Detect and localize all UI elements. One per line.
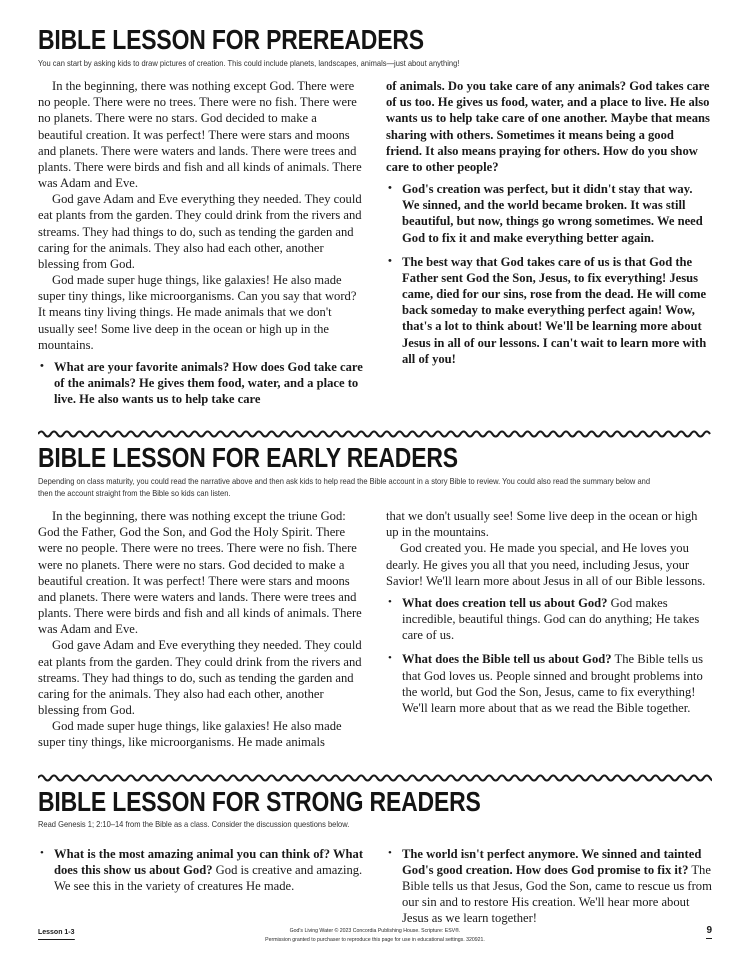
question-text: What does creation tell us about God? xyxy=(402,595,608,610)
section-strong-readers xyxy=(38,771,712,927)
page-footer xyxy=(38,927,712,959)
answer-text: The Bible tells us that Jesus, God the Son, came to rescue us from our sin and to restore His creation. We'll hear more about Jesus as we learn together! xyxy=(402,862,712,926)
paragraph: God created you. He made you special, and He loves you dearly. He gives you all that you need, including Jesus, your Savior! We'll learn more about Jesus in all of our Bible lessons. xyxy=(386,541,706,588)
list-item xyxy=(386,651,712,716)
paragraph: In the beginning, there was nothing except God. There were no people. There were no trees. There were no fish. There were no planets. There were no stars. God decided to make a beautiful creation. It was perfect! There were stars and moons and planets. There were waters and lands. There were trees and plants. There were birds and fish and all kinds of animals. There was Adam and Eve. xyxy=(38,79,362,191)
section-prereaders xyxy=(38,26,712,407)
list-item xyxy=(38,846,364,895)
paragraph: God made super huge things, like galaxies! He also made super tiny things, like microorganisms. He made animals xyxy=(38,719,342,750)
column-left-strong-readers xyxy=(38,840,364,927)
bullet-icon: • xyxy=(388,182,392,195)
column-right-strong-readers xyxy=(386,840,712,927)
answer-text: God is creative and amazing. We see this in the variety of creatures He made. xyxy=(54,862,363,893)
question-text: God's creation was perfect, but it didn't stay that way. We sinned, and the world became broken. It was still beautiful, but now, things go wrong sometimes. We need God to fix it and make everything better again. xyxy=(402,182,703,245)
list-item xyxy=(386,181,712,246)
column-right-prereaders xyxy=(386,78,712,407)
copyright-line-2: Permission granted to purchaser to reproduce this page for use in educational settings. 320921. xyxy=(265,937,485,944)
paragraph: God gave Adam and Eve everything they needed. They could eat plants from the garden. They could drink from the rivers and streams. They had things to do, such as tending the garden and caring for the animals. They also had each other, another blessing from God. xyxy=(38,192,362,271)
wavy-divider-icon xyxy=(38,771,712,784)
question-text: The best way that God takes care of us is that God the Father sent God the Son, Jesus, to fix everything! Jesus came, died for our sins, rose from the dead. He will come back someday to make everything perfect again! Wow, that's a lot to think about! We'll be learning more about Jesus in all of our lessons. I can't wait to learn more with all of you! xyxy=(402,254,707,366)
bullet-icon: • xyxy=(388,254,392,267)
paragraph: God made super huge things, like galaxies! He also made super tiny things, like microorganisms. Can you say that word? It means tiny living things. He made animals that we don't usually see! Some live deep in the ocean or high up in the mountains. xyxy=(38,273,357,352)
section-subtitle-strong-readers: Read Genesis 1; 2:10–14 from the Bible as a class. Consider the discussion questions below. xyxy=(38,820,350,830)
bullet-icon: • xyxy=(40,846,44,859)
columns-strong-readers xyxy=(38,840,712,927)
lesson-label: Lesson 1-3 xyxy=(38,927,74,940)
page-number: 9 xyxy=(706,925,712,939)
question-list-right-prereaders xyxy=(386,181,712,367)
column-right-early-readers xyxy=(386,508,712,751)
section-title-early-readers: BIBLE LESSON FOR EARLY READERS xyxy=(38,442,458,474)
bullet-icon: • xyxy=(388,846,392,859)
section-subtitle-early-readers: Depending on class maturity, you could read the narrative above and then ask kids to help read the Bible account in a story Bible to review. You could also read the summary below and then the account straight from the Bible so kids can listen. xyxy=(38,477,651,498)
column-left-prereaders xyxy=(38,78,364,407)
bullet-icon: • xyxy=(388,652,392,665)
paragraph-continuation: of animals. Do you take care of any animals? God takes care of us too. He gives us food, water, and a place to live. He also wants us to help take care of one another. Maybe that means sharing with others. Sometimes it means being a good friend. It also means praying for others. How do you show care to other people? xyxy=(386,79,710,174)
paragraph-continuation: that we don't usually see! Some live deep in the ocean or high up in the mountains. xyxy=(386,508,698,540)
section-title-prereaders: BIBLE LESSON FOR PREREADERS xyxy=(38,24,424,55)
question-list-left-strong-readers xyxy=(38,846,364,895)
question-text: What is the most amazing animal you can think of? What does this show us about God? xyxy=(54,846,364,877)
question-text: The world isn't perfect anymore. We sinned and tainted God's good creation. How does God promise to fix it? xyxy=(402,846,702,877)
paragraph: God gave Adam and Eve everything they needed. They could eat plants from the garden. They could drink from the rivers and streams. They had things to do, such as tending the garden and caring for the animals. They also had each other, another blessing from God. xyxy=(38,638,362,718)
question-list-left-prereaders xyxy=(38,359,364,408)
list-item xyxy=(386,846,712,927)
bullet-icon: • xyxy=(40,359,44,372)
list-item xyxy=(38,359,364,408)
bullet-icon: • xyxy=(388,595,392,608)
answer-text: The Bible tells us that God loves us. People sinned and brought problems into the world, but God the Son, Jesus, came to fix everything! We'll learn more about that as we read the Bible together. xyxy=(402,652,703,715)
list-item xyxy=(386,595,712,644)
answer-text: God makes incredible, beautiful things. God can do anything; He takes care of us. xyxy=(402,595,700,643)
question-text: What does the Bible tell us about God? xyxy=(402,652,612,667)
list-item xyxy=(386,254,712,367)
columns-prereaders xyxy=(38,78,712,407)
columns-early-readers xyxy=(38,508,712,751)
section-title-strong-readers: BIBLE LESSON FOR STRONG READERS xyxy=(38,785,481,817)
question-list-right-strong-readers xyxy=(386,846,712,927)
column-left-early-readers xyxy=(38,508,364,751)
paragraph: In the beginning, there was nothing except the triune God: God the Father, God the Son, and God the Holy Spirit. There were no people. There were no trees. There were no fish. There were no planets. There were no stars. God decided to make a beautiful creation. It was perfect! There were stars and moons and planets. There were waters and lands. There were trees and plants. There were birds and fish and all kinds of animals. There was Adam and Eve. xyxy=(38,508,362,637)
question-text: What are your favorite animals? How does God take care of the animals? He gives them food, water, and a place to live. He also wants us to help take care xyxy=(54,359,363,407)
copyright-line-1: God's Living Water © 2023 Concordia Publishing House. Scripture: ESV®. xyxy=(289,928,461,934)
wavy-divider-icon xyxy=(38,427,712,440)
question-list-right-early-readers xyxy=(386,595,712,716)
section-subtitle-prereaders: You can start by asking kids to draw pictures of creation. This could include planets, landscapes, animals—just about anything! xyxy=(38,58,460,68)
copyright-notice xyxy=(165,927,585,945)
section-early-readers xyxy=(38,427,712,750)
